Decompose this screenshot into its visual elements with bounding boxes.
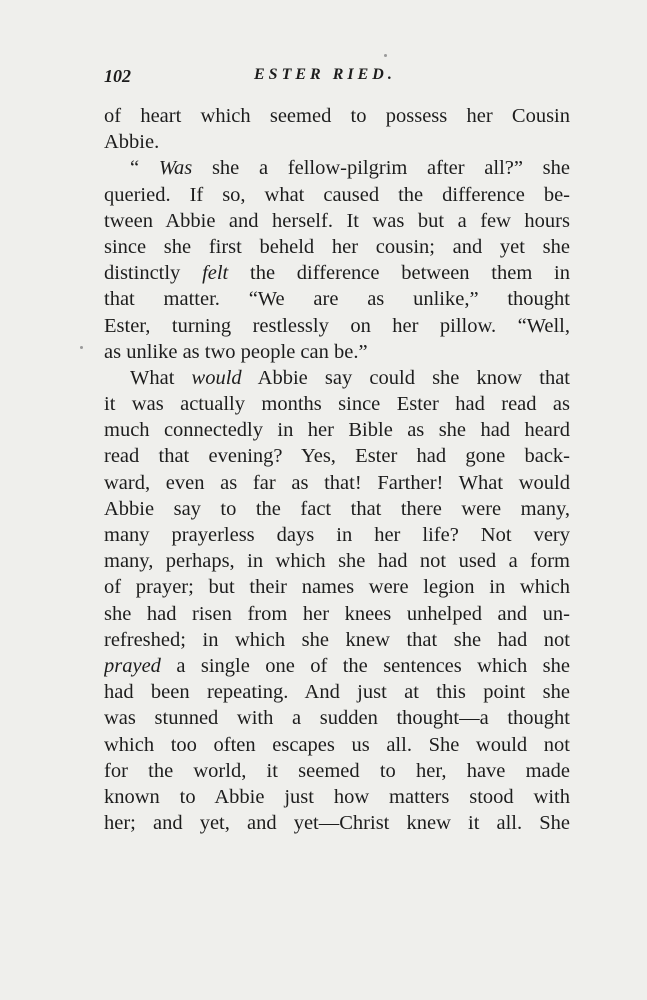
text-segment: was stunned with a sudden thought—a thought (104, 707, 570, 730)
text-segment: ward, even as far as that! Farther! What would (104, 471, 570, 494)
text-line (104, 732, 570, 758)
text-segment: she had risen from her knees unhelped and un- (104, 602, 570, 625)
page-number: 102 (104, 66, 131, 86)
text-line (104, 758, 570, 784)
page-body-text (104, 103, 570, 836)
text-segment: of heart which seemed to possess her Cousin (104, 105, 570, 127)
italic-text: would (191, 366, 242, 389)
text-line (104, 705, 570, 731)
text-segment: which too often escapes us all. She would not (104, 733, 570, 756)
italic-text: felt (202, 262, 229, 285)
text-segment: refreshed; in which she knew that she had not (104, 628, 570, 651)
text-segment: the difference between them in (228, 262, 570, 285)
text-segment: Abbie say to the fact that there were many, (104, 497, 570, 520)
text-segment: of prayer; but their names were legion in which (104, 576, 570, 599)
running-head: ESTER RIED. (254, 66, 396, 83)
text-segment: for the world, it seemed to her, have made (104, 759, 570, 782)
text-line (104, 391, 570, 417)
text-segment: many, perhaps, in which she had not used a form (104, 550, 570, 573)
text-segment: she a fellow-pilgrim after all?” she (192, 157, 570, 180)
text-segment: it was actually months since Ester had read as (104, 393, 570, 416)
page-header (104, 66, 570, 90)
text-segment: known to Abbie just how matters stood with (104, 785, 570, 808)
text-segment: many prayerless days in her life? Not very (104, 524, 570, 546)
text-line (104, 548, 570, 574)
text-segment: What (130, 366, 192, 389)
text-line (104, 574, 570, 600)
text-segment: since she first beheld her cousin; and yet she (104, 235, 570, 258)
text-segment: had been repeating. And just at this point she (104, 681, 570, 704)
italic-text: prayed (104, 654, 161, 677)
text-line (104, 234, 570, 260)
text-line (104, 784, 570, 810)
text-line (104, 129, 570, 155)
text-line (104, 443, 570, 469)
text-line (104, 103, 570, 129)
text-segment: Abbie say could she know that (241, 366, 570, 389)
text-segment: her; and yet, and yet—Christ knew it all. She (104, 812, 570, 835)
text-line (104, 286, 570, 312)
text-line (104, 365, 570, 391)
text-line (104, 496, 570, 522)
text-segment: that matter. “We are as unlike,” thought (104, 288, 570, 311)
text-segment: distinctly (104, 262, 203, 285)
text-line (104, 260, 570, 286)
text-line (104, 679, 570, 705)
text-line (104, 810, 570, 836)
text-segment: “ (130, 157, 159, 180)
text-line (104, 417, 570, 443)
text-line (104, 470, 570, 496)
text-segment: Abbie. (104, 131, 160, 154)
text-line (104, 339, 570, 365)
text-line (104, 601, 570, 627)
text-line (104, 208, 570, 234)
text-line (104, 155, 570, 181)
paper-speck (80, 346, 83, 349)
italic-text: Was (158, 157, 193, 180)
text-line (104, 627, 570, 653)
text-segment: Ester, turning restlessly on her pillow. “Well, (104, 314, 570, 337)
text-segment: as unlike as two people can be.” (104, 340, 368, 363)
text-line (104, 653, 570, 679)
text-segment: read that evening? Yes, Ester had gone back- (104, 445, 570, 468)
text-line (104, 182, 570, 208)
text-line (104, 522, 570, 548)
text-line (104, 313, 570, 339)
paper-speck (384, 54, 387, 57)
text-segment: tween Abbie and herself. It was but a few hours (104, 209, 570, 232)
text-segment: much connectedly in her Bible as she had heard (104, 419, 570, 442)
text-segment: a single one of the sentences which she (160, 654, 570, 677)
text-segment: queried. If so, what caused the difference be- (104, 183, 570, 206)
